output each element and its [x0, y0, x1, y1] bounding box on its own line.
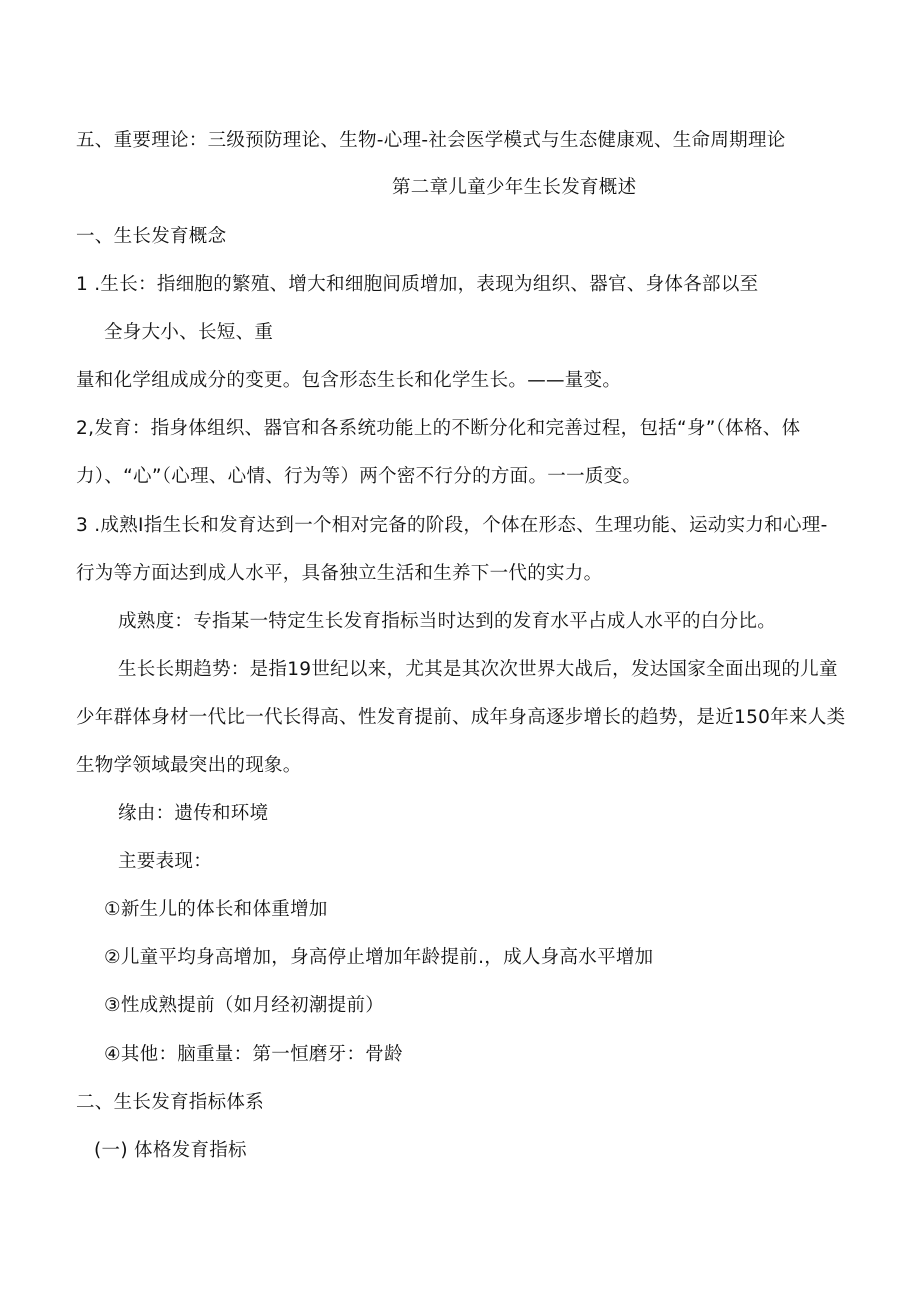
chapter-title: 第二章儿童少年生长发育概述 — [392, 177, 637, 198]
section-heading-growth-concept: 一、生长发育概念 — [76, 226, 227, 247]
main-manifestations-label: 主要表现： — [118, 851, 213, 872]
growth-definition-line-3: 量和化学组成成分的变更。包含形态生长和化学生长。——量变。 — [76, 370, 622, 391]
growth-definition-line-2: 全身大小、长短、重 — [104, 322, 274, 343]
maturity-definition-line-1: 3 .成熟I指生长和发育达到一个相对完备的阶段，个体在形态、生理功能、运动实力和心理- — [76, 515, 828, 536]
manifestation-item-4: ④其他：脑重量：第一恒磨牙：骨龄 — [104, 1044, 403, 1065]
growth-definition-line-1: 1 .生长：指细胞的繁殖、增大和细胞间质增加，表现为组织、器官、身体各部以至 — [76, 274, 759, 295]
maturity-definition-line-2: 行为等方面达到成人水平，具备独立生活和生养下一代的实力。 — [76, 563, 603, 584]
secular-trend-line-3: 生物学领域最突出的现象。 — [76, 755, 302, 776]
section-heading-indicator-system: 二、生长发育指标体系 — [76, 1092, 265, 1113]
development-definition-line-2: 力）、“心”（心理、心情、行为等）两个密不行分的方面。一一质变。 — [76, 466, 642, 487]
development-definition-line-1: 2,发育：指身体组织、器官和各系统功能上的不断分化和完善过程，包括“身”（体格、体 — [76, 418, 801, 439]
manifestation-item-3: ③性成熟提前（如月经初潮提前） — [104, 995, 385, 1016]
cause-paragraph: 缘由：遗传和环境 — [118, 803, 269, 824]
subsection-heading-physical-indicators: (一) 体格发育指标 — [94, 1140, 247, 1161]
manifestation-item-1: ①新生儿的体长和体重增加 — [104, 899, 328, 920]
theories-paragraph: 五、重要理论：三级预防理论、生物-心理-社会医学模式与生态健康观、生命周期理论 — [76, 130, 786, 151]
manifestation-item-2: ②儿童平均身高增加，身高停止增加年龄提前.，成人身高水平增加 — [104, 947, 654, 968]
secular-trend-line-1: 生长长期趋势：是指19世纪以来，尤其是其次次世界大战后，发达国家全面出现的儿童 — [118, 659, 838, 680]
secular-trend-line-2: 少年群体身材一代比一代长得高、性发育提前、成年身高逐步增长的趋势，是近150年来人类 — [76, 707, 846, 728]
maturity-degree-paragraph: 成熟度：专指某一特定生长发育指标当时达到的发育水平占成人水平的白分比。 — [118, 611, 777, 632]
